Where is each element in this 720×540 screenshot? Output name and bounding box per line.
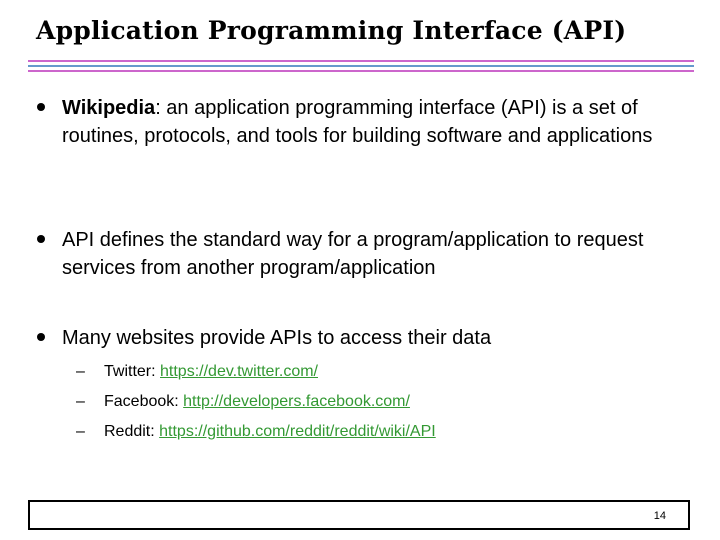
facebook-link[interactable]: http://developers.facebook.com/: [183, 393, 410, 410]
twitter-link[interactable]: https://dev.twitter.com/: [160, 363, 318, 380]
slide-title: Application Programming Interface (API): [36, 16, 627, 45]
bullet-wikipedia: [62, 94, 692, 150]
reddit-link[interactable]: https://github.com/reddit/reddit/wiki/API: [159, 423, 436, 440]
subbullet-facebook: [76, 392, 410, 412]
title-rule-middle: [28, 65, 694, 67]
bullet-text: : an application programming interface (API) is a set of routines, protocols, and tools for building software and applications: [62, 97, 653, 147]
subbullet-reddit: [76, 422, 436, 442]
bullet-dot-icon: [37, 103, 45, 111]
dash-icon: –: [76, 363, 85, 380]
page-number: 14: [653, 510, 666, 522]
bullet-dot-icon: [37, 333, 45, 341]
subbullet-label: Twitter:: [104, 363, 161, 380]
subbullet-label: Reddit:: [104, 423, 160, 440]
bullet-api-definition: API defines the standard way for a program/application to request services from another program/application: [62, 229, 644, 279]
bullet-lead: Wikipedia: [62, 97, 156, 119]
bullet-websites: Many websites provide APIs to access their data: [62, 327, 492, 349]
dash-icon: –: [76, 423, 85, 440]
subbullet-twitter: [76, 362, 318, 382]
title-rule-bottom: [28, 70, 694, 72]
dash-icon: –: [76, 393, 85, 410]
footer-box: [28, 500, 690, 530]
title-rule-top: [28, 60, 694, 62]
subbullet-label: Facebook:: [104, 393, 184, 410]
bullet-dot-icon: [37, 235, 45, 243]
